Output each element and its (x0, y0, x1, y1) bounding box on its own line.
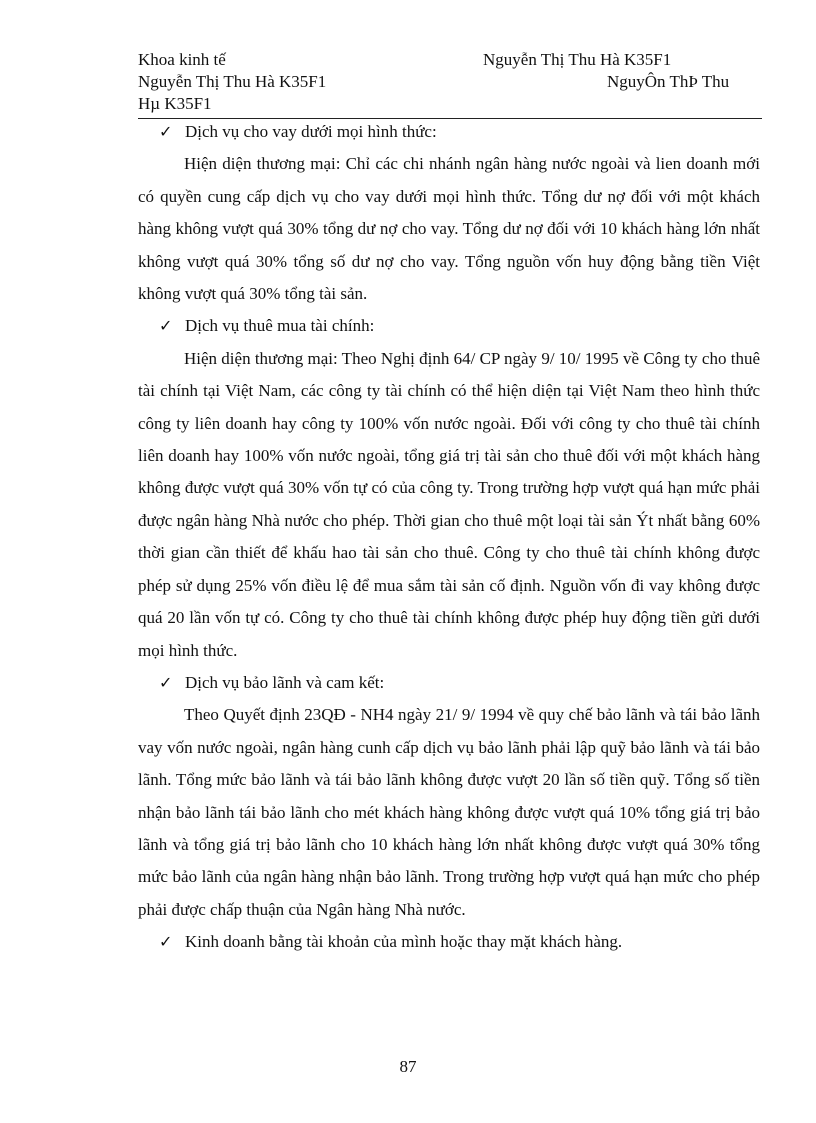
bullet-guarantee (138, 667, 760, 699)
bullet-text: Dịch vụ thuê mua tài chính: (185, 316, 375, 336)
bullet-financial-leasing (138, 310, 760, 342)
bullet-text: Kinh doanh bằng tài khoản của mình hoặc thay mặt khách hàng. (185, 932, 623, 952)
checkmark-icon: ✓ (159, 316, 173, 336)
document-body (138, 116, 760, 959)
bullet-own-account-trading (138, 926, 760, 958)
checkmark-icon: ✓ (159, 932, 173, 952)
checkmark-icon: ✓ (159, 672, 173, 692)
page-number: 87 (399, 1057, 417, 1076)
bullet-loan-services (138, 116, 760, 148)
header-author-right: Nguyễn Thị Thu Hà K35F1 (483, 50, 672, 69)
header-faculty: Khoa kinh tế (138, 50, 226, 69)
paragraph-guarantee: Theo Quyết định 23QĐ - NH4 ngày 21/ 9/ 1994 về quy chế bảo lãnh và tái bảo lãnh vay vốn nước ngoài, ngân hàng cunh cấp dịch vụ bảo lãnh phải lập quỹ bảo lãnh và tái bảo lãnh. Tổng mức bảo lãnh và tái bảo lãnh không được vượt 20 lần số tiền quỹ. Tổng số tiền nhận bảo lãnh tái bảo lãnh cho mét khách hàng không được vượt quá 10% tổng giá trị bảo lãnh và tổng giá trị bảo lãnh cho 10 khách hàng lớn nhất không được vượt quá 30% tổng mức bảo lãnh của ngân hàng nhận bảo lãnh. Trong trường hợp vượt quá hạn mức cho phép phải được chấp thuận của Ngân hàng Nhà nước. (138, 705, 760, 919)
paragraph-loan-services: Hiện diện thương mại: Chỉ các chi nhánh ngân hàng nước ngoài và lien doanh mới có quyền cung cấp dịch vụ cho vay dưới mọi hình thức. Tổng dư nợ đối với một khách hàng không vượt quá 30% tổng dư nợ cho vay. Tổng dư nợ đối với 10 khách hàng lớn nhất không vượt quá 30% tổng số dư nợ cho vay. Tổng nguồn vốn huy động bằng tiền Việt không vượt quá 30% tổng tài sản. (138, 154, 760, 304)
header-author-left: Nguyễn Thị Thu Hà K35F1 (138, 72, 327, 91)
header-author-garbled: NguyÔn ThÞ Thu (607, 72, 730, 91)
paragraph-financial-leasing: Hiện diện thương mại: Theo Nghị định 64/ CP ngày 9/ 10/ 1995 về Công ty cho thuê tài chính tại Việt Nam, các công ty tài chính có thể hiện diện tại Việt Nam theo hình thức công ty liên doanh hay công ty 100% vốn nước ngoài. Đối với công ty cho thuê tài chính liên doanh hay 100% vốn nước ngoài, tổng giá trị tài sản cho thuê đối với một khách hàng không được vượt quá 30% vốn tự có của công ty. Trong trường hợp vượt quá hạn mức phải được ngân hàng Nhà nước cho phép. Thời gian cho thuê một loại tài sản Ýt nhất bằng 60% thời gian cần thiết để khấu hao tài sản cho thuê. Công ty cho thuê tài chính không được phép sử dụng 25% vốn điều lệ để mua sắm tài sản cố định. Nguồn vốn đi vay không được quá 20 lần vốn tự có. Công ty cho thuê tài chính không được phép huy động tiền gửi dưới mọi hình thức. (138, 348, 760, 660)
bullet-text: Dịch vụ bảo lãnh và cam kết: (185, 672, 385, 692)
header-author-garbled-cont: Hµ K35F1 (138, 94, 212, 113)
checkmark-icon: ✓ (159, 122, 173, 141)
bullet-text: Dịch vụ cho vay dưới mọi hình thức: (185, 122, 437, 141)
